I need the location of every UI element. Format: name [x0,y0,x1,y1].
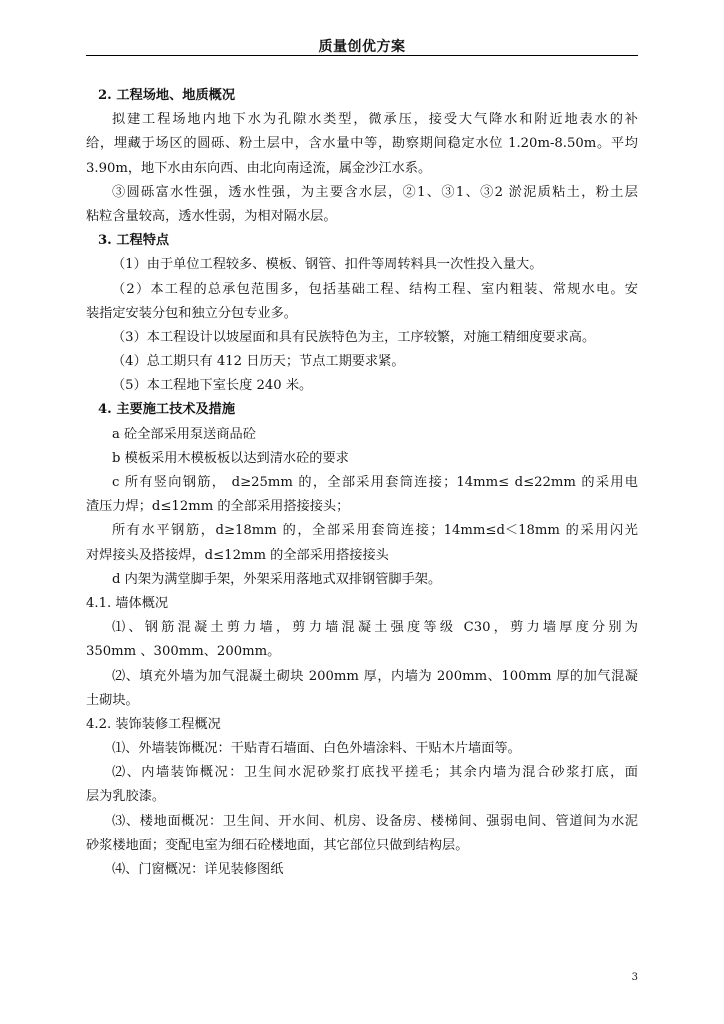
list-item: （1）由于单位工程较多、模板、钢管、扣件等周转料具一次性投入量大。 [112,257,543,273]
list-item: ⑴、外墙装饰概况：干贴青石墙面、白色外墙涂料、干贴木片墙面等。 [112,741,521,757]
section-heading-2: 2. 工程场地、地质概况 [98,88,236,103]
paragraph-line: 砂浆楼地面；变配电室为细石砼楼地面，其它部位只做到结构层。 [86,837,469,853]
subsection-heading: 4.2. 装饰装修工程概况 [86,716,221,732]
paragraph-line: 渣压力焊；d≤12mm 的全部采用搭接接头； [86,499,350,515]
list-item: ⑵、填充外墙为加气混凝土砌块 200mm 厚，内墙为 200mm、100mm 厚的加气混凝 [112,668,638,684]
list-item: （4）总工期只有 412 日历天；节点工期要求紧。 [112,354,405,370]
paragraph-line: 350mm 、300mm、200mm。 [86,644,281,660]
page-number: 3 [631,972,638,983]
list-item: （5）本工程地下室长度 240 米。 [112,378,313,394]
paragraph-line: 对焊接头及搭接焊，d≤12mm 的全部采用搭接接头 [86,547,389,563]
list-item: ⑴、钢筋混凝土剪力墙，剪力墙混凝土强度等级 C30，剪力墙厚度分别为 [112,620,638,636]
paragraph-line: 粘粒含量较高，透水性弱，为相对隔水层。 [86,208,337,224]
header-rule [86,55,638,56]
paragraph-line: 装指定安装分包和独立分包专业多。 [86,305,297,321]
list-item: ⑷、门窗概况：详见装修图纸 [112,862,284,877]
list-item: d 内架为满堂脚手架，外架采用落地式双排钢管脚手架。 [112,571,442,587]
page-header-title: 质量创优方案 [318,39,406,55]
list-item: （2）本工程的总承包范围多，包括基础工程、结构工程、室内粗装、常规水电。安 [112,281,638,297]
list-item: b 模板采用木模板板以达到清水砼的要求 [112,450,349,466]
paragraph-line: 给，埋藏于场区的圆砾、粉土层中，含水量中等，勘察期间稳定水位 1.20m-8.50m。平均 [86,136,638,152]
list-item: ⑵、内墙装饰概况：卫生间水泥砂浆打底找平搓毛；其余内墙为混合砂浆打底，面 [112,765,638,781]
list-item: ⑶、楼地面概况：卫生间、开水间、机房、设备房、楼梯间、强弱电间、管道间为水泥 [112,813,638,829]
paragraph-line: 层为乳胶漆。 [86,789,166,805]
paragraph-line: 拟建工程场地内地下水为孔隙水类型，微承压，接受大气降水和附近地表水的补 [112,112,638,128]
list-item: （3）本工程设计以坡屋面和具有民族特色为主，工序较繁，对施工精细度要求高。 [112,329,596,345]
paragraph-line: 3.90m，地下水由东向西、由北向南迳流，属金沙江水系。 [86,160,432,176]
list-item: a 砼全部采用泵送商品砼 [112,426,256,442]
document-body [86,84,638,882]
paragraph-line: 所有水平钢筋，d≥18mm 的，全部采用套筒连接；14mm≤d＜18mm 的采用闪光 [112,523,638,539]
paragraph-line: 土砌块。 [86,692,139,708]
section-heading-3: 3. 工程特点 [98,233,170,249]
list-item: c 所有竖向钢筋， d≥25mm 的，全部采用套筒连接；14mm≤ d≤22mm 的采用电 [112,475,638,490]
section-heading-4: 4. 主要施工技术及措施 [98,402,236,418]
subsection-heading: 4.1. 墙体概况 [86,595,169,611]
paragraph-line: ③圆砾富水性强，透水性强，为主要含水层，②1、③1、③2 淤泥质粘土，粉土层 [112,184,638,200]
